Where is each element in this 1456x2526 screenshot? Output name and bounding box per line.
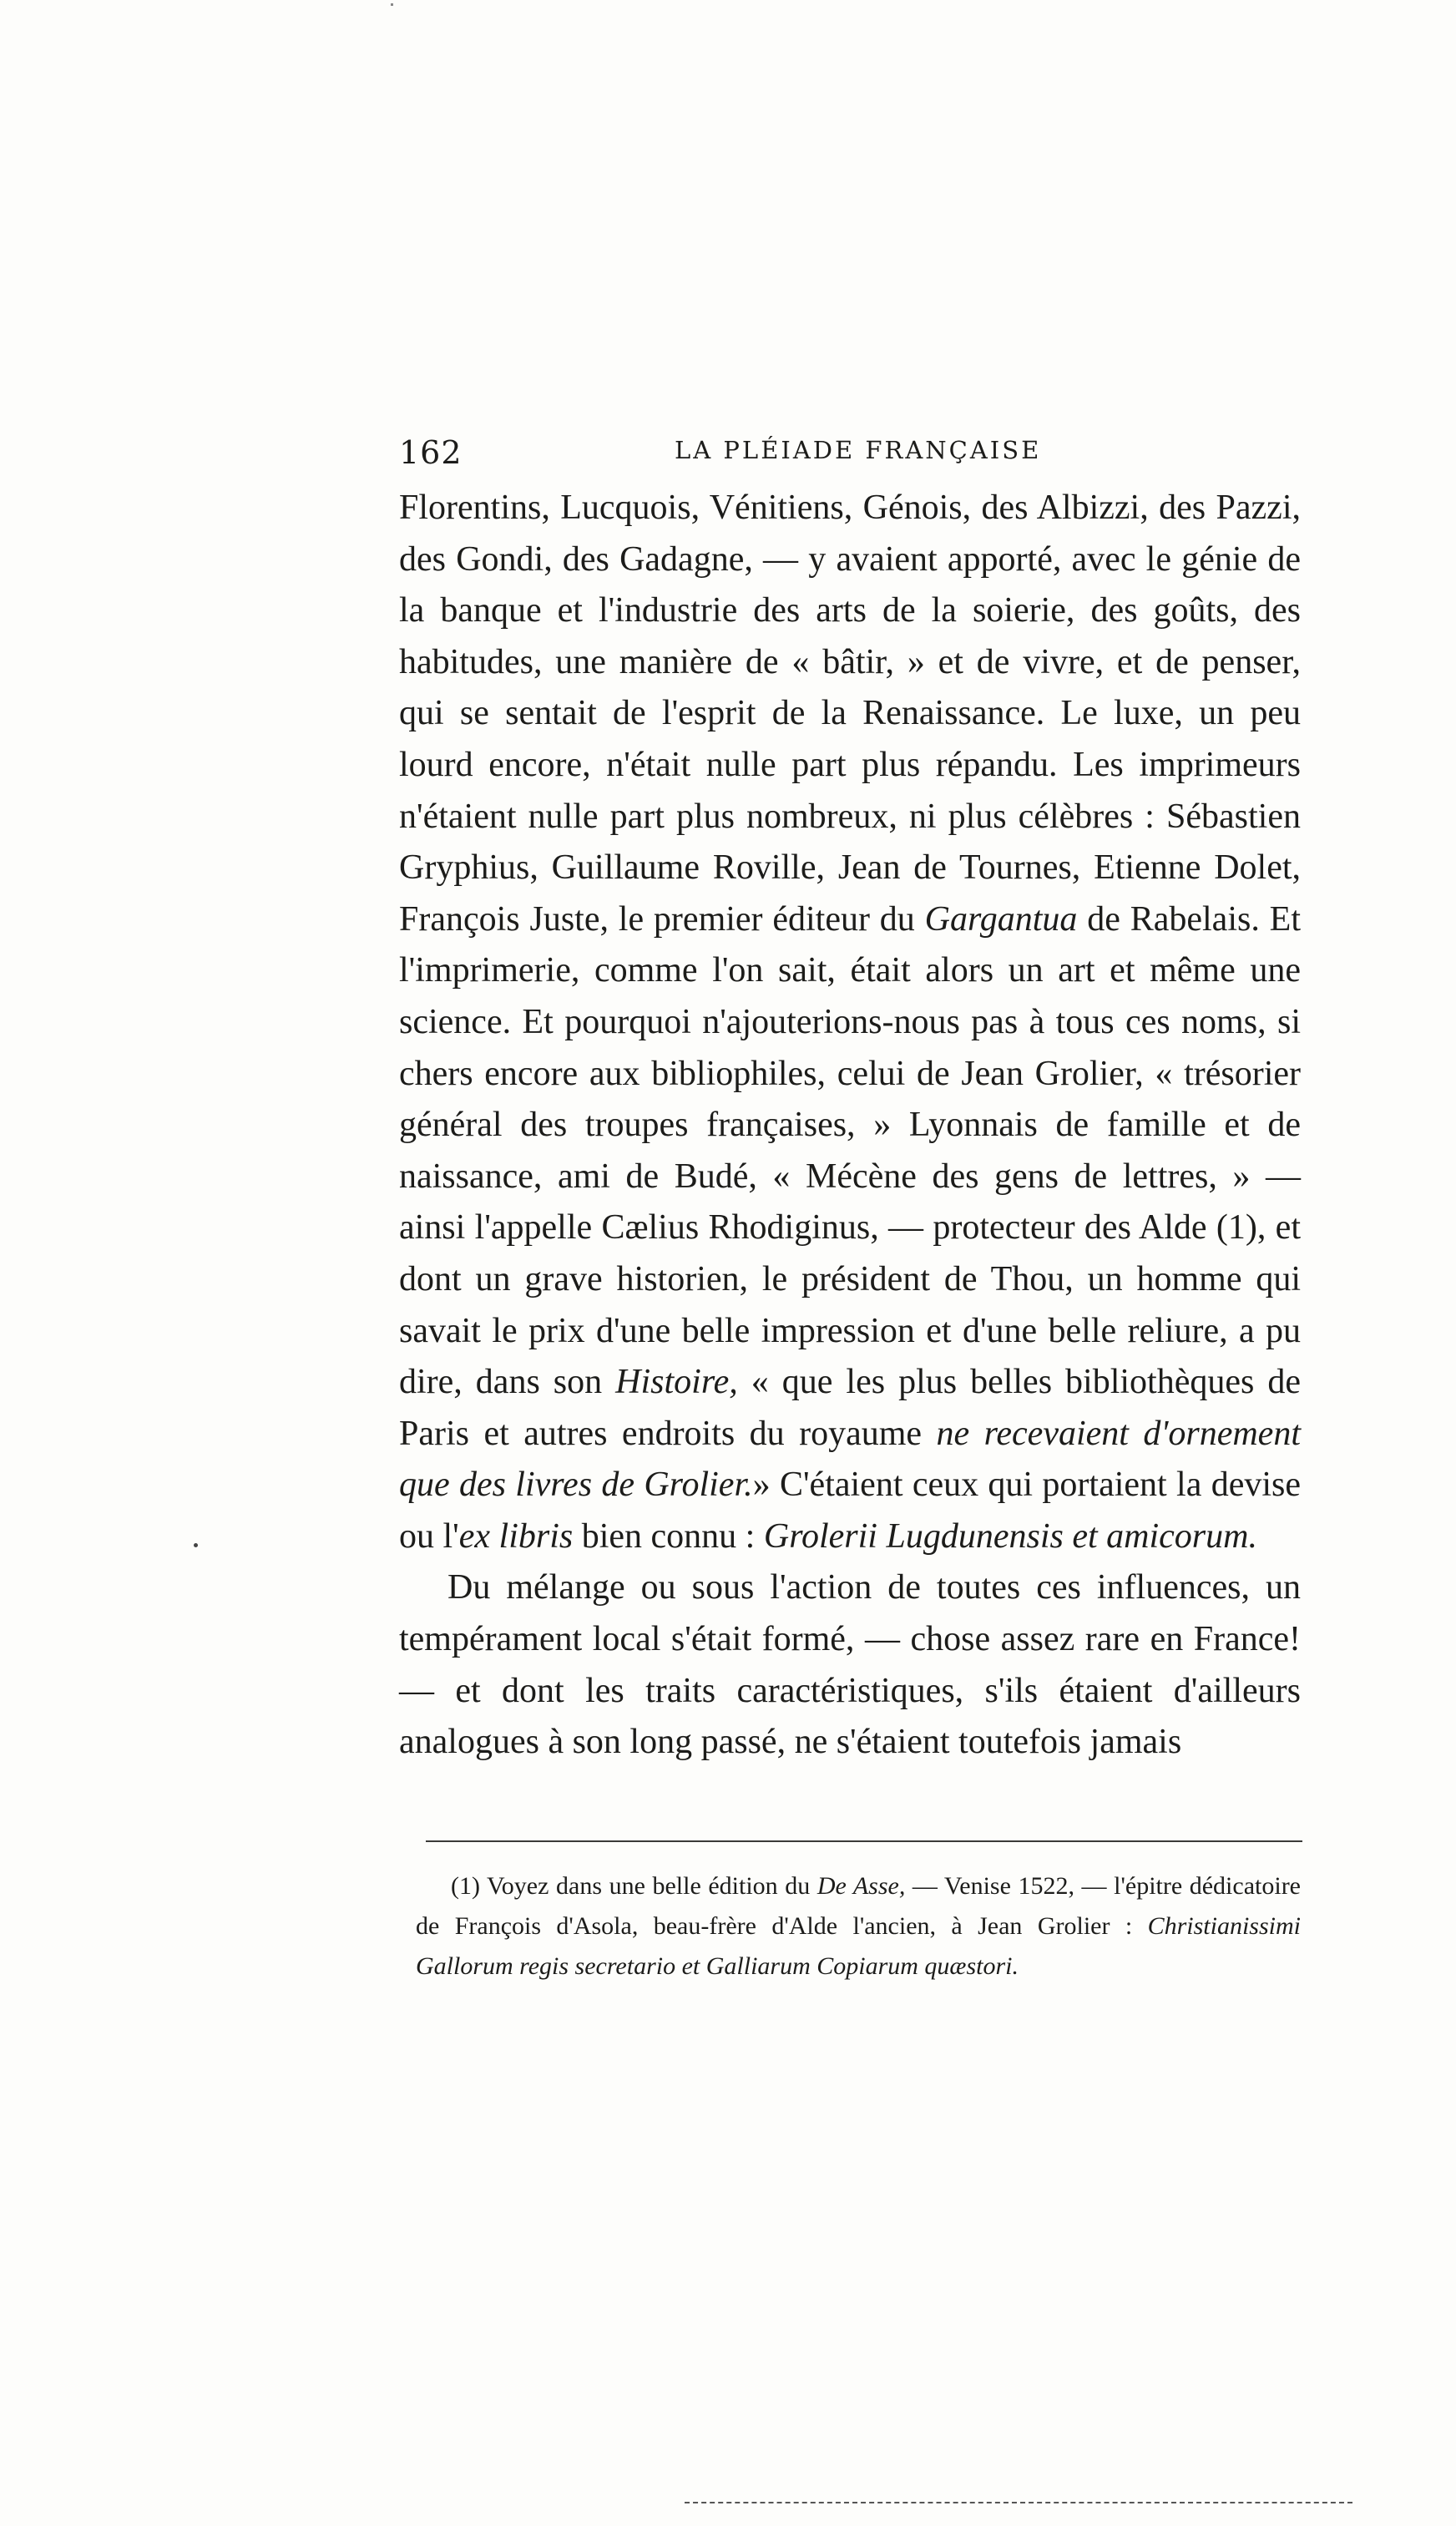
scan-speck	[391, 3, 393, 6]
footnote-1	[416, 1866, 1301, 1987]
bottom-edge-marks	[685, 2502, 1352, 2505]
paragraph-2: Du mélange ou sous l'action de toutes ces influences, un tempérament local s'était formé, — chose assez rare en France! — et dont les traits caractéristiques, s'ils étaient d'ailleurs analogues à son long passé, ne s'étaient toutefois jamais	[399, 1568, 1301, 1762]
italic-motto: Grolerii Lugdunensis et amicorum.	[763, 1516, 1257, 1556]
paragraph-1	[399, 483, 1301, 1562]
footnote-rule	[426, 1840, 1302, 1842]
text-run: » C'étaient ceux qui portaient la devise ou l'	[399, 1465, 1301, 1556]
text-run: bien connu :	[573, 1516, 764, 1556]
italic-title: Gargantua	[924, 899, 1078, 939]
running-head: LA PLÉIADE FRANÇAISE	[675, 436, 1042, 464]
italic-term: ex libris	[458, 1516, 574, 1556]
main-text	[399, 483, 1301, 1769]
text-run: Florentins, Lucquois, Vénitiens, Génois, des Albizzi, des Pazzi, des Gondi, des Gadagne, — y avaient apporté, avec le génie de la banque et l'industrie des arts de la soierie, des goûts, des habitudes, une manière de « bâtir, » et de vivre, et de penser, qui se sentait de l'esprit de la Renaissance. Le luxe, un peu lourd encore, n'était nulle part plus répandu. Les imprimeurs n'étaient nulle part plus nombreux, ni plus célèbres : Sébastien Gryphius, Guillaume Roville, Jean de Tournes, Etienne Dolet, François Juste, le premier éditeur du	[399, 488, 1301, 939]
text-run: « que les plus belles bibliothèques de Paris et autres endroits du royaume	[399, 1363, 1301, 1453]
italic-title: Histoire,	[615, 1363, 738, 1402]
page-number: 162	[399, 434, 463, 471]
scan-speck	[194, 1543, 198, 1547]
italic-title: De Asse,	[816, 1872, 906, 1900]
footnotes	[416, 1866, 1301, 1987]
page-header	[399, 426, 1301, 476]
italic-latin: Christianissimi Gallorum regis secretario et Galliarum Copiarum quæstori.	[416, 1912, 1301, 1980]
text-run: de Rabelais. Et l'imprimerie, comme l'on sait, était alors un art et même une science. Et pourquoi n'ajouterions-nous pas à tous ces noms, si chers encore aux bibliophiles, celui de Jean Grolier, « trésorier général des troupes françaises, » Lyonnais de famille et de naissance, ami de Budé, « Mécène des gens de lettres, » — ainsi l'appelle Cælius Rhodiginus, — protecteur des Alde (1), et dont un grave historien, le président de Thou, un homme qui savait le prix d'une belle impression et d'une belle reliure, a pu dire, dans son	[399, 899, 1301, 1402]
italic-quote: ne recevaient d'ornement que des livres de Grolier.	[399, 1414, 1301, 1505]
text-run: (1) Voyez dans une belle édition du	[451, 1872, 817, 1900]
text-run: — Venise 1522, — l'épitre dédicatoire de François d'Asola, beau-frère d'Alde l'ancien, à Jean Grolier :	[416, 1872, 1301, 1940]
